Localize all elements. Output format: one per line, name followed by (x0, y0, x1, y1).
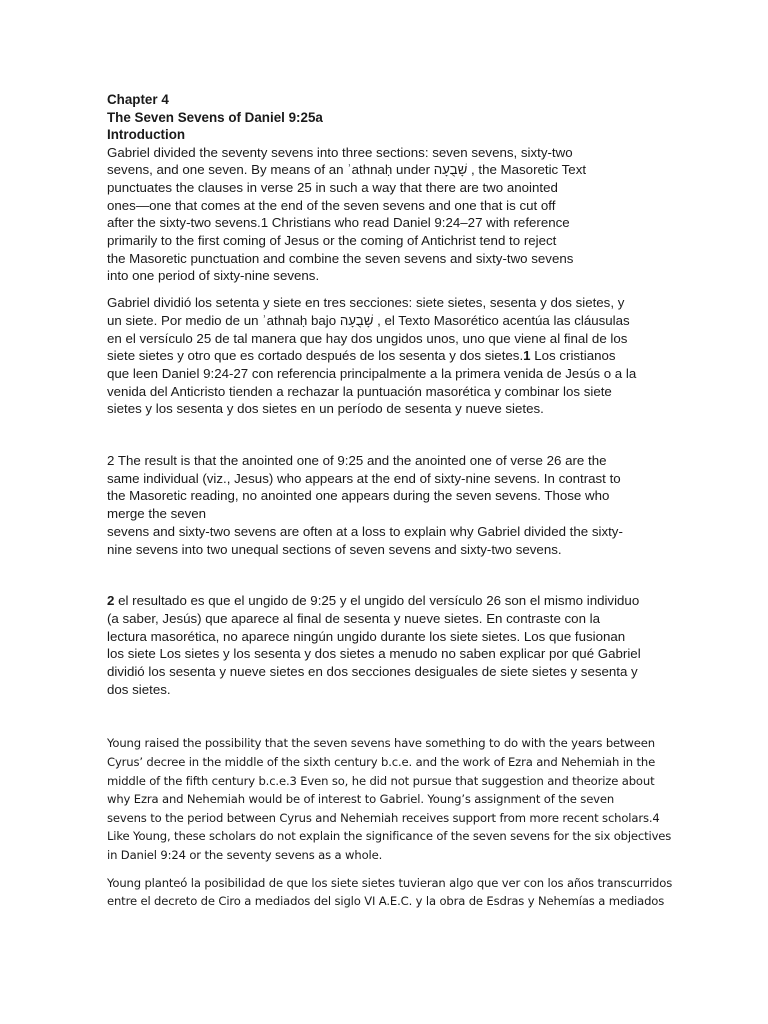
text-line: punctuates the clauses in verse 25 in such a way that there are two anointed (107, 179, 558, 195)
text-line: que leen Daniel 9:24-27 con referencia principalmente a la primera venida de Jesús o a la (107, 365, 637, 381)
text-line: un siete. Por medio de un ʾathnaḥ bajo שָׁבֻעָה , el Texto Masorético acentúa las cláusulas (107, 312, 630, 328)
footnote-english-2 (107, 452, 662, 558)
text-line: Cyrus’ decree in the middle of the sixth century b.c.e. and the work of Ezra and Nehemiah in the (107, 755, 656, 770)
text-line: Gabriel dividió los setenta y siete en tres secciones: siete sietes, sesenta y dos sietes, y (107, 295, 625, 311)
text-line (107, 592, 662, 610)
text-segment: Los cristianos (530, 348, 616, 364)
text-line (107, 347, 662, 365)
paragraph-english-young (107, 734, 672, 864)
text-line: into one period of sixty-nine sevens. (107, 268, 320, 284)
footnote-spanish-2 (107, 592, 662, 698)
text-line: the Masoretic punctuation and combine the seven sevens and sixty-two sevens (107, 250, 574, 266)
footnote-marker: 1 (523, 348, 531, 364)
text-line: the Masoretic reading, no anointed one appears during the seven sevens. Those who (107, 488, 610, 504)
text-line: sevens to the period between Cyrus and Nehemiah receives support from more recent scholars.4 (107, 810, 660, 825)
text-line: Young raised the possibility that the seven sevens have something to do with the years between (107, 736, 655, 751)
text-line: sevens, and one seven. By means of an ʾathnaḥ under שָׁבֻעָה , the Masoretic Text (107, 162, 587, 178)
text-line: ones—one that comes at the end of the seven sevens and one that is cut off (107, 197, 556, 213)
text-line: los siete Los sietes y los sesenta y dos sietes a menudo no saben explicar por qué Gabriel (107, 646, 641, 662)
chapter-title: The Seven Sevens of Daniel 9:25a (107, 109, 323, 125)
text-line: merge the seven (107, 506, 207, 522)
section-heading: Introduction (107, 127, 186, 142)
text-line: Gabriel divided the seventy sevens into three sections: seven sevens, sixty-two (107, 144, 573, 160)
text-line: sietes y los sesenta y dos sietes en un período de sesenta y nueve sietes. (107, 401, 544, 417)
text-line: venida del Anticristo tienden a rechazar la puntuación masorética y combinar los siete (107, 383, 612, 399)
text-line: sevens and sixty-two sevens are often at a loss to explain why Gabriel divided the sixty- (107, 523, 623, 539)
paragraph-spanish-1 (107, 294, 662, 418)
text-line: why Ezra and Nehemiah would be of interest to Gabriel. Young’s assignment of the seven (107, 792, 615, 807)
text-segment: siete sietes y otro que es cortado después de los sesenta y dos sietes. (107, 348, 524, 364)
footnote-marker: 2 (107, 593, 115, 609)
text-line: lectura masorética, no aparece ningún ungido durante los siete sietes. Los que fusionan (107, 628, 626, 644)
text-line: en el versículo 25 de tal manera que hay dos ungidos unos, uno que viene al final de los (107, 330, 628, 346)
text-line: same individual (viz., Jesus) who appears at the end of sixty-nine sevens. In contrast to (107, 470, 621, 486)
paragraph-english-1 (107, 144, 662, 286)
document-page (107, 91, 673, 911)
chapter-number: Chapter 4 (107, 92, 169, 107)
text-line: primarily to the first coming of Jesus or the coming of Antichrist tend to reject (107, 233, 557, 249)
text-line: dos sietes. (107, 681, 171, 697)
text-line: after the sixty-two sevens.1 Christians who read Daniel 9:24–27 with reference (107, 215, 570, 231)
text-line: Like Young, these scholars do not explain the significance of the seven sevens for the six objectives (107, 829, 672, 844)
text-line: (a saber, Jesús) que aparece al final de sesenta y nueve sietes. En contraste con la (107, 610, 601, 626)
text-segment: el resultado es que el ungido de 9:25 y el ungido del versículo 26 son el mismo individuo (114, 593, 640, 609)
text-line: middle of the fifth century b.c.e.3 Even so, he did not pursue that suggestion and theorize about (107, 773, 655, 788)
text-line: 2 The result is that the anointed one of 9:25 and the anointed one of verse 26 are the (107, 453, 607, 469)
text-line: dividió los sesenta y nueve sietes en dos secciones desiguales de siete sietes y sesenta y (107, 664, 638, 680)
text-line: in Daniel 9:24 or the seventy sevens as a whole. (107, 848, 383, 863)
text-line: Young planteó la posibilidad de que los siete sietes tuvieran algo que ver con los años transcurridos (107, 875, 673, 890)
paragraph-spanish-young (107, 874, 673, 911)
text-line: nine sevens into two unequal sections of seven sevens and sixty-two sevens. (107, 541, 562, 557)
text-line: entre el decreto de Ciro a mediados del siglo VI A.E.C. y la obra de Esdras y Nehemías a mediados (107, 894, 665, 909)
